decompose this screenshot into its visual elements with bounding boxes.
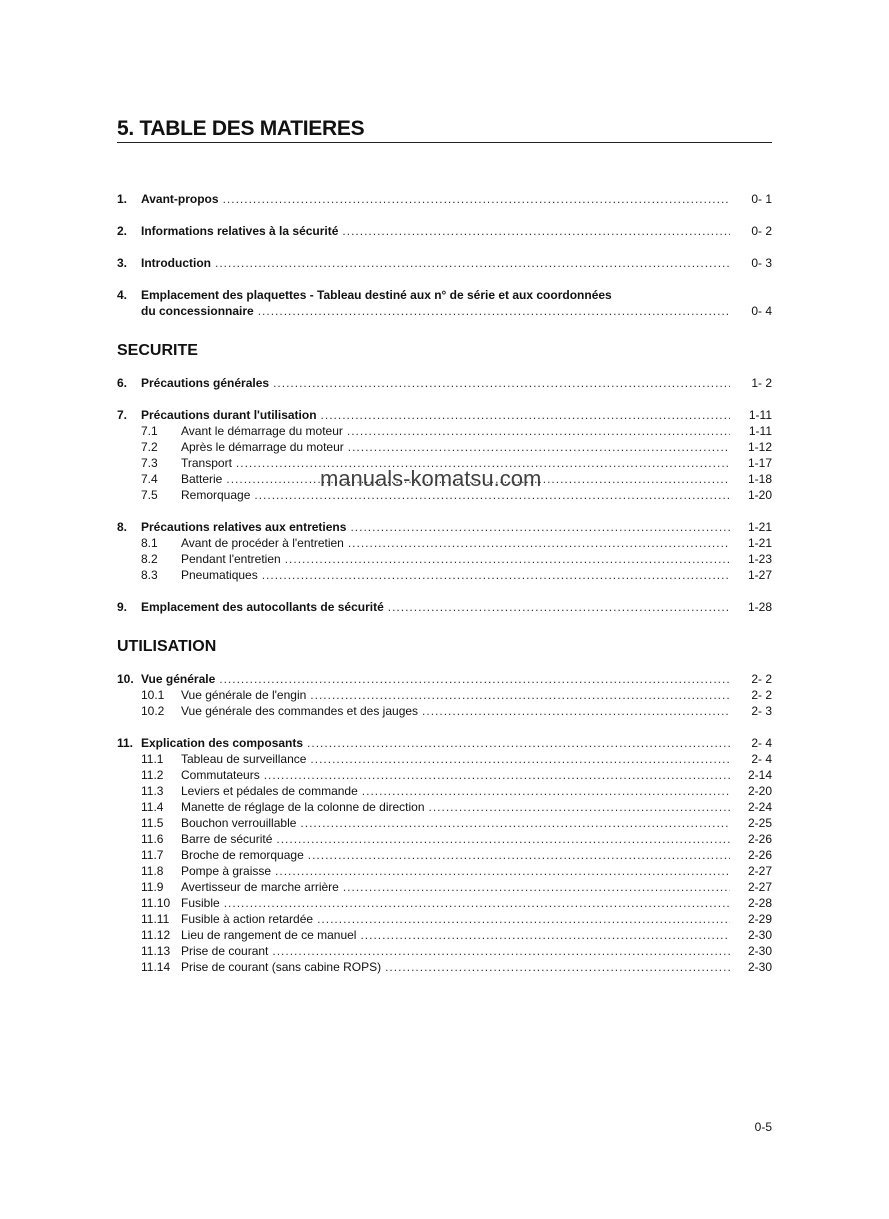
toc-entry[interactable] [117,943,772,959]
dot-leader [348,535,730,551]
entry-title: Remorquage [181,488,251,502]
entry-title: du concessionnaire [141,304,254,318]
dot-leader [307,735,730,751]
entry-page: 1-27 [747,568,772,582]
dot-leader [350,519,730,535]
entry-page: 2-30 [747,928,772,942]
toc-entry[interactable] [117,687,772,703]
toc-entry[interactable] [117,751,772,767]
entry-page: 1-11 [748,424,772,438]
entry-number: 2. [117,224,128,238]
toc-entry[interactable] [117,799,772,815]
toc-entry[interactable] [117,287,772,303]
dot-leader [223,191,730,207]
toc-entry[interactable] [117,879,772,895]
entry-page: 2- 4 [751,752,772,766]
entry-number: 7.5 [141,488,158,502]
entry-number: 11.10 [141,896,171,910]
dot-leader [275,863,730,879]
entry-number: 6. [117,376,128,390]
entry-title: Introduction [141,256,211,270]
entry-title: Après le démarrage du moteur [181,440,344,454]
entry-page: 2- 4 [751,736,772,750]
toc-entry[interactable] [117,551,772,567]
table-of-contents [117,191,772,975]
dot-leader [262,567,730,583]
dot-leader [317,911,730,927]
entry-page: 1-28 [747,600,772,614]
entry-title: Manette de réglage de la colonne de direction [181,800,425,814]
entry-title: Transport [181,456,232,470]
entry-title: Fusible à action retardée [181,912,314,926]
entry-title: Prise de courant (sans cabine ROPS) [181,960,382,974]
entry-number: 3. [117,256,128,270]
entry-page: 2-25 [747,816,772,830]
spacer [117,719,772,735]
entry-number: 11. [117,736,134,750]
toc-entry[interactable] [117,375,772,391]
entry-page: 2-29 [747,912,772,926]
entry-title: Commutateurs [181,768,260,782]
entry-title: Fusible [181,896,220,910]
entry-number: 7. [117,408,128,422]
dot-leader [264,767,730,783]
entry-page: 1-20 [747,488,772,502]
entry-number: 10.2 [141,704,165,718]
entry-number: 9. [117,600,128,614]
entry-number: 11.8 [141,864,164,878]
entry-number: 11.5 [141,816,164,830]
toc-entry[interactable] [117,735,772,751]
entry-title: Informations relatives à la sécurité [141,224,339,238]
toc-entry[interactable] [117,959,772,975]
entry-page: 2-26 [747,848,772,862]
title-rule [117,142,772,143]
entry-title: Pneumatiques [181,568,258,582]
entry-number: 8. [117,520,128,534]
entry-page: 2-24 [747,800,772,814]
entry-title: Précautions relatives aux entretiens [141,520,347,534]
dot-leader [224,895,730,911]
toc-entry[interactable] [117,407,772,423]
entry-page: 1-21 [747,520,772,534]
toc-entry[interactable] [117,911,772,927]
entry-number: 11.7 [141,848,164,862]
entry-number: 7.2 [141,440,158,454]
entry-page: 2-28 [747,896,772,910]
toc-entry[interactable] [117,703,772,719]
entry-title: Avant-propos [141,192,219,206]
entry-page: 0- 3 [751,256,772,270]
entry-number: 11.1 [141,752,164,766]
dot-leader [347,423,730,439]
entry-page: 2- 2 [751,688,772,702]
toc-entry[interactable] [117,223,772,239]
toc-entry[interactable] [117,927,772,943]
entry-number: 8.3 [141,568,158,582]
dot-leader [348,439,730,455]
toc-entry[interactable] [117,423,772,439]
entry-page: 1-17 [747,456,772,470]
page-number: 0-5 [754,1120,772,1134]
entry-page: 2-30 [747,960,772,974]
dot-leader [342,223,730,239]
entry-number: 11.6 [141,832,164,846]
spacer [117,503,772,519]
entry-page: 1-18 [747,472,772,486]
entry-page: 0- 2 [751,224,772,238]
entry-title: Vue générale [141,672,216,686]
section-heading: UTILISATION [117,638,217,655]
toc-entry[interactable] [117,255,772,271]
toc-entry[interactable] [117,671,772,687]
entry-title: Vue générale de l'engin [181,688,307,702]
entry-number: 1. [117,192,128,206]
entry-title: Leviers et pédales de commande [181,784,358,798]
dot-leader [310,687,730,703]
toc-entry[interactable] [117,815,772,831]
entry-title: Tableau de surveillance [181,752,307,766]
entry-number: 7.4 [141,472,158,486]
toc-entry[interactable] [117,831,772,847]
entry-page: 2- 2 [751,672,772,686]
dot-leader [272,943,730,959]
entry-page: 1-21 [747,536,772,550]
spacer [117,583,772,599]
entry-page: 2-26 [747,832,772,846]
dot-leader [343,879,730,895]
dot-leader [422,703,730,719]
dot-leader [362,783,730,799]
toc-entry[interactable] [117,519,772,535]
entry-page: 2- 3 [751,704,772,718]
entry-page: 0- 1 [751,192,772,206]
entry-title: Pendant l'entretien [181,552,281,566]
entry-title: Précautions générales [141,376,270,390]
entry-number: 10. [117,672,134,686]
entry-page: 2-30 [747,944,772,958]
entry-page: 2-20 [747,784,772,798]
toc-entry[interactable] [117,535,772,551]
entry-page: 2-27 [747,864,772,878]
dot-leader [276,831,730,847]
entry-number: 11.11 [141,912,170,926]
entry-number: 7.3 [141,456,158,470]
toc-entry[interactable] [117,599,772,615]
entry-number: 10.1 [141,688,165,702]
entry-page: 2-14 [747,768,772,782]
toc-entry[interactable] [117,767,772,783]
dot-leader [258,303,730,319]
entry-title: Avant de procéder à l'entretien [181,536,344,550]
toc-entry[interactable] [117,567,772,583]
entry-page: 1-11 [748,408,772,422]
entry-page: 1-12 [747,440,772,454]
spacer [117,239,772,255]
watermark: manuals-komatsu.com [320,466,542,491]
dot-leader [219,671,730,687]
entry-page: 1- 2 [751,376,772,390]
entry-title: Vue générale des commandes et des jauges [181,704,419,718]
entry-number: 8.2 [141,552,158,566]
spacer [117,271,772,287]
toc-entry[interactable] [117,191,772,207]
dot-leader [385,959,730,975]
entry-number: 11.4 [141,800,164,814]
entry-title: Lieu de rangement de ce manuel [181,928,357,942]
entry-title: Barre de sécurité [181,832,273,846]
toc-entry[interactable] [117,895,772,911]
toc-entry[interactable] [117,303,772,319]
dot-leader [321,407,730,423]
entry-title: Avertisseur de marche arrière [181,880,339,894]
entry-number: 4. [117,288,128,302]
dot-leader [285,551,730,567]
toc-entry[interactable] [117,439,772,455]
entry-title: Emplacement des autocollants de sécurité [141,600,384,614]
dot-leader [360,927,730,943]
entry-page: 0- 4 [751,304,772,318]
entry-number: 8.1 [141,536,158,550]
entry-page: 2-27 [747,880,772,894]
toc-entry[interactable] [117,863,772,879]
entry-title: Pompe à graisse [181,864,272,878]
page-title: 5. TABLE DES MATIERES [117,117,365,140]
entry-title: Prise de courant [181,944,269,958]
spacer [117,207,772,223]
entry-number: 11.13 [141,944,171,958]
section-heading: SECURITE [117,342,198,359]
entry-number: 11.9 [141,880,164,894]
dot-leader [273,375,730,391]
entry-title: Batterie [181,472,223,486]
dot-leader [300,815,730,831]
entry-title: Broche de remorquage [181,848,304,862]
spacer [117,391,772,407]
entry-title: Avant le démarrage du moteur [181,424,343,438]
entry-number: 7.1 [141,424,158,438]
dot-leader [308,847,730,863]
entry-number: 11.12 [141,928,171,942]
dot-leader [310,751,730,767]
dot-leader [215,255,730,271]
entry-title: Emplacement des plaquettes - Tableau destiné aux n° de série et aux coordonnées [141,288,612,302]
entry-title: Explication des composants [141,736,304,750]
dot-leader [388,599,730,615]
entry-page: 1-23 [747,552,772,566]
entry-number: 11.14 [141,960,171,974]
entry-number: 11.2 [141,768,164,782]
toc-entry[interactable] [117,847,772,863]
entry-number: 11.3 [141,784,164,798]
toc-entry[interactable] [117,783,772,799]
entry-title: Bouchon verrouillable [181,816,297,830]
entry-title: Précautions durant l'utilisation [141,408,317,422]
dot-leader [429,799,730,815]
